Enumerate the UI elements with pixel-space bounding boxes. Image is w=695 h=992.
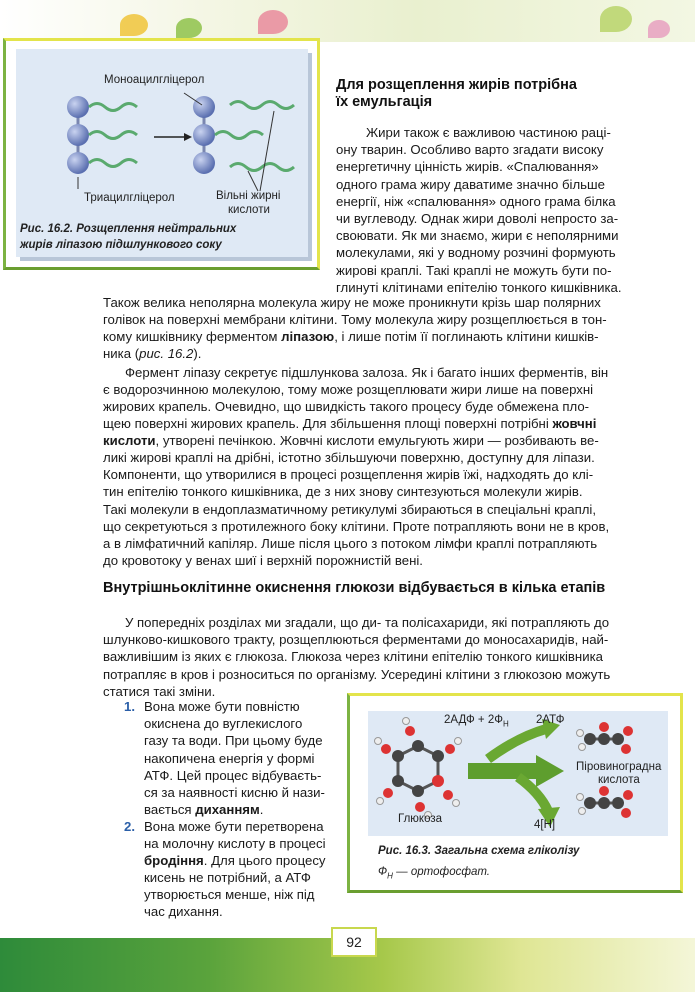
- figure-caption-2: жирів ліпазою підшлункового соку: [20, 239, 222, 251]
- label-atp: 2АТФ: [536, 714, 565, 726]
- paragraph-line: ону тварин. Особливо варто згадати високу: [336, 142, 604, 158]
- text-span: — ортофосфат.: [392, 866, 490, 878]
- section-heading: Для розщеплення жирів потрібна: [336, 77, 577, 93]
- paragraph-line: накопичена енергія у формі: [144, 750, 315, 766]
- paragraph-line: Жири також є важливою частиною раці-: [366, 125, 611, 140]
- paragraph-line: потрапляє в кров і розноситься по організму. Усередині клітини з глюкозою можуть: [103, 666, 611, 682]
- glycerol-unit: [193, 96, 215, 118]
- decorative-leaf-icon: [258, 10, 288, 34]
- paragraph-line: жирових крапель. Очевидно, що швидкість такого процесу буде обмежена пло-: [103, 399, 590, 414]
- glycerol-unit: [67, 96, 89, 118]
- fatty-acid-chain: [89, 160, 137, 167]
- paragraph-line: тин епітелію тонкого кишківника, де з них знову синтезуються молекули жирів.: [103, 484, 583, 500]
- text-span: , і лише потім її поглинають клітини кишків-: [334, 329, 599, 344]
- figure-reference: рис. 16.2: [139, 346, 194, 361]
- figure-note: [378, 866, 490, 880]
- paragraph-line: голівок на поверхні мембрани клітини. Тому молекула жиру розщеплюється в тон-: [103, 312, 607, 327]
- text-span: ).: [193, 346, 202, 361]
- text-span: кому кишківнику ферментом: [103, 329, 282, 344]
- text-span: , утворені печінкою. Жовчні кислоти емульгують жири — розбивають ве-: [155, 433, 599, 448]
- atp-arrow: [488, 729, 546, 759]
- fatty-acid-chain: [215, 132, 263, 139]
- top-decoration: [0, 0, 695, 42]
- label-nadh: 4[Н]: [534, 819, 556, 831]
- label-triacylglycerol: Триацилгліцерол: [84, 192, 175, 204]
- glucose-molecule-icon: [375, 718, 462, 819]
- page-number: 92: [331, 927, 377, 957]
- paragraph-line: на молочну кислоту в процесі: [144, 836, 326, 852]
- paragraph-line: Фермент ліпазу секретує підшлункова залоза. Як і багато інших ферментів, він: [125, 365, 609, 380]
- paragraph-line: Також велика неполярна молекула жиру не може проникнути крізь шар полярних: [103, 295, 601, 310]
- paragraph-line: а в лімфатичний капіляр. Лише після цього з потоком лімфи краплі потрапляють: [103, 536, 598, 551]
- list-line: [144, 801, 336, 818]
- term-fermentation: бродіння: [144, 853, 204, 868]
- paragraph-line: кисень не потрібний, а АТФ: [144, 870, 311, 885]
- text-span: ника (: [103, 346, 140, 361]
- paragraph-line: Вона може бути повністю: [144, 699, 300, 714]
- figure-lipase-panel: [16, 49, 308, 257]
- paragraph-line: жирові краплі. Такі краплі не можуть бути по-: [336, 262, 612, 278]
- label-monoacylglycerol: Моноацилгліцерол: [104, 74, 205, 86]
- list-number-1: 1.: [124, 699, 135, 714]
- paragraph-line: одного грама жиру даватиме значно більше: [336, 176, 605, 192]
- paragraph-line: [103, 415, 635, 432]
- paragraph-line: У попередніх розділах ми згадали, що ди- та полісахариди, які потрапляють до: [125, 615, 610, 630]
- free-fatty-acid: [230, 102, 294, 109]
- paragraph-line: важливішим із яких є глюкоза. Глюкоза через клітини епітелію тонкого кишківника: [103, 649, 603, 665]
- paragraph-line: [103, 345, 635, 362]
- label-adp: [444, 714, 509, 728]
- term-acids: кислоти: [103, 433, 156, 448]
- fatty-acid-chain: [89, 104, 137, 111]
- paragraph-line: чи вуглеводу. Однак жири доволі непросто за-: [336, 211, 619, 226]
- text-span: вається: [144, 802, 196, 817]
- text-span: щею поверхні жирових крапель. Для збільшення площі поверхні потрібні: [103, 416, 553, 431]
- figure-lipase: [3, 38, 320, 270]
- term-bile: жовчні: [552, 416, 597, 431]
- label-pyruvate: Піровиноградна: [576, 761, 662, 773]
- paragraph-line: АТФ. Цей процес відбуваєть-: [144, 767, 322, 783]
- paragraph-line: [103, 432, 635, 449]
- glycerol-unit: [67, 124, 89, 146]
- figure-caption: Рис. 16.2. Розщеплення нейтральних: [20, 223, 237, 235]
- term-respiration: диханням: [195, 802, 260, 817]
- text-span: Ф: [378, 866, 388, 878]
- paragraph-line: енергетичну цінність жирів. «Спалювання»: [336, 159, 599, 175]
- text-span: . Для цього процесу: [203, 853, 326, 868]
- glycerol-unit: [193, 152, 215, 174]
- free-fatty-acid: [230, 164, 294, 171]
- figure-glycolysis: [347, 693, 683, 893]
- paragraph-line: утворюється менше, ніж під: [144, 887, 315, 903]
- term-lipase: ліпазою: [281, 329, 335, 344]
- figure-caption-glycolysis: Рис. 16.3. Загальна схема гліколізу: [378, 845, 580, 857]
- paragraph-line: окиснена до вуглекислого: [144, 716, 303, 732]
- label-pointer: [260, 111, 274, 191]
- label-pyruvate-2: кислота: [598, 774, 640, 786]
- paragraph-line: що секретуються з протилежного боку клітини. Проте потрапляють вони не в кров,: [103, 518, 610, 534]
- list-number: [124, 698, 135, 715]
- glycerol-unit: [193, 124, 215, 146]
- paragraph-line: до кровотоку у венах шиї і верхній порожнистій вені.: [103, 553, 423, 569]
- list-line: [144, 852, 336, 869]
- paragraph-line: час дихання.: [144, 904, 223, 920]
- subscript: Н: [502, 719, 509, 729]
- section-heading-glucose: Внутрішньоклітинне окиснення глюкози відбувається в кілька етапів: [103, 580, 606, 596]
- paragraph-line: енергії, ніж «спалювання» одного грама білка: [336, 193, 616, 209]
- paragraph-line: глинуті клітинами епітелію тонкого кишківника.: [336, 279, 622, 295]
- text-span: .: [259, 802, 264, 817]
- list-number-2: 2.: [124, 819, 135, 834]
- figure-glycolysis-panel: [368, 711, 668, 836]
- decorative-leaf-icon: [648, 20, 670, 38]
- pyruvate-molecule-icon: [577, 722, 634, 754]
- paragraph-line: Вона може бути перетворена: [144, 819, 324, 834]
- text-span: 2АДФ + 2Ф: [444, 714, 503, 726]
- arrowhead-icon: [184, 133, 192, 141]
- label-free-fatty-acids: Вільні жирні: [216, 190, 281, 202]
- decorative-leaf-icon: [600, 6, 632, 32]
- decorative-leaf-icon: [176, 18, 202, 38]
- label-free-fatty-acids-2: кислоти: [228, 204, 270, 216]
- pyruvate-molecule-icon: [577, 786, 634, 818]
- paragraph-line: шлунково-кишкового тракту, розщеплюються ферментами до моносахаридів, най-: [103, 632, 609, 648]
- arrowhead-icon: [536, 755, 564, 787]
- paragraph-line: своювати. Як ми знаємо, жири є неполярними: [336, 228, 619, 244]
- glycerol-unit: [67, 152, 89, 174]
- decorative-leaf-icon: [120, 14, 148, 36]
- paragraph-line: ся за наявності кисню й нази-: [144, 785, 325, 800]
- section-heading-2: їх емульгація: [336, 94, 433, 110]
- paragraph-line: Такі молекули в ендоплазматичному ретикулумі збираються в спеціальні краплі,: [103, 501, 597, 517]
- paragraph-line: є водорозчинною молекулою, тому може розщеплювати жири лише на поверхні: [103, 382, 594, 397]
- paragraph-line: статися такі зміни.: [103, 683, 216, 699]
- list-number: [124, 818, 135, 835]
- paragraph-line: ликі жирові краплі на дрібні, істотно збільшуючи поверхню, доступну для ліпази.: [103, 450, 595, 465]
- paragraph-line: [103, 328, 635, 345]
- subscript: Н: [387, 871, 393, 881]
- fatty-acid-chain: [89, 132, 137, 139]
- paragraph-line: молекулами, які у водному розчині формують: [336, 245, 616, 261]
- paragraph-line: газу та води. При цьому буде: [144, 733, 323, 749]
- paragraph-line: Компоненти, що утворилися в процесі розщеплення жирів їжі, надходять до клі-: [103, 467, 594, 483]
- label-glucose: Глюкоза: [398, 813, 443, 825]
- label-pointer: [248, 171, 258, 191]
